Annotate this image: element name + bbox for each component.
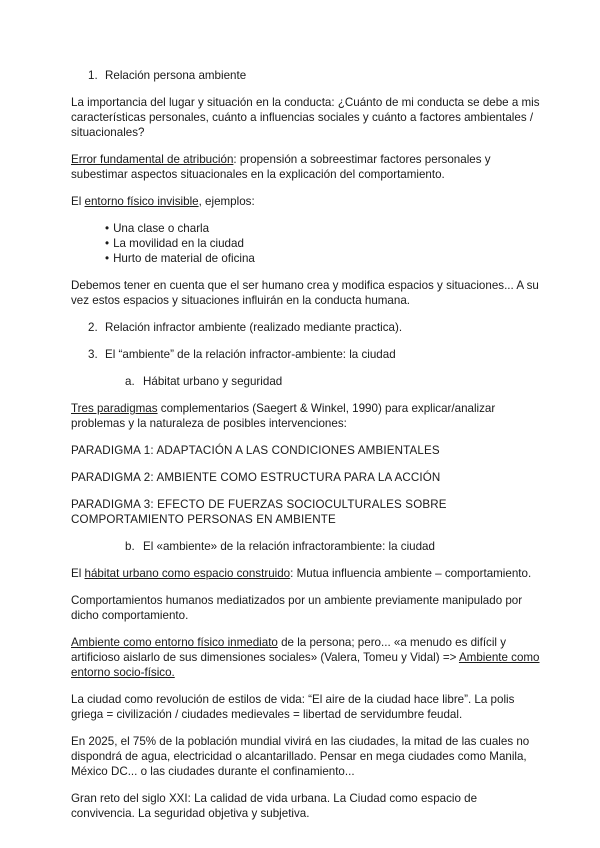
paragraph-invisible-environment xyxy=(71,194,540,209)
list-item: • Una clase o charla xyxy=(105,221,540,236)
subsection-letter: b. xyxy=(125,540,135,553)
list-item: • La movilidad en la ciudad xyxy=(105,236,540,251)
section-number: 1. xyxy=(88,69,98,82)
text-prefix: El xyxy=(71,567,85,580)
subsection-b-heading xyxy=(71,539,540,554)
paragraph-21st-century-challenge: Gran reto del siglo XXI: La calidad de vida urbana. La Ciudad como espacio de convivencia. La seguridad objetiva y subjetiva. xyxy=(71,792,478,820)
list-item: • Hurto de material de oficina xyxy=(105,251,540,266)
paragraph-mediated-behaviour: Comportamientos humanos mediatizados por un ambiente previamente manipulado por dicho comportamiento. xyxy=(71,594,523,622)
subsection-title: El «ambiente» de la relación infractorambiente: la ciudad xyxy=(143,540,435,553)
paragraph-human-spaces: Debemos tener en cuenta que el ser humano crea y modifica espacios y situaciones... A su vez estos espacios y situaciones influirán en la conducta humana. xyxy=(71,279,539,307)
paradigm-1: PARADIGMA 1: ADAPTACIÓN A LAS CONDICIONES AMBIENTALES xyxy=(71,444,440,457)
subsection-a-heading xyxy=(71,374,540,389)
quote-text: de la persona; pero... «a menudo es difícil y artificioso aislarlo de sus dimensiones sociales» (Valera, Tomeu y Vidal) => xyxy=(71,636,507,664)
definition-text: : propensión a sobreestimar factores personales y subestimar aspectos situacionales en la explicación del comportamiento. xyxy=(71,153,491,181)
paragraph-three-paradigms xyxy=(71,401,540,431)
section-number: 3. xyxy=(88,348,98,361)
paragraph-2025-projection: En 2025, el 75% de la población mundial vivirá en las ciudades, la mitad de las cuales no dispondrá de agua, electricidad o alcantarillado. Pensar en mega ciudades como Manila, México DC... o las ciudades durante el confinamiento... xyxy=(71,735,530,778)
examples-list xyxy=(71,221,540,266)
subsection-title: Hábitat urbano y seguridad xyxy=(143,375,283,388)
term-invisible-environment: entorno físico invisible xyxy=(84,195,199,208)
text-prefix: El xyxy=(71,195,85,208)
section-title: El “ambiente” de la relación infractor-ambiente: la ciudad xyxy=(105,348,396,361)
term-attribution-error: Error fundamental de atribución xyxy=(71,153,234,166)
paragraph-importance: La importancia del lugar y situación en la conducta: ¿Cuánto de mi conducta se debe a mis características personales, cuánto a influencias sociales y cuánto a factores ambientales / situacionales? xyxy=(71,96,540,139)
term-socio-physical-environment: Ambiente como entorno socio-físico. xyxy=(71,651,540,679)
paragraph-urban-habitat xyxy=(71,566,540,581)
paragraph-physical-environment xyxy=(71,635,540,680)
text-suffix: , ejemplos: xyxy=(198,195,255,208)
text-suffix: : Mutua influencia ambiente – comportamiento. xyxy=(290,567,532,580)
section-3-heading xyxy=(71,347,540,362)
paradigms-description: complementarios (Saegert & Winkel, 1990) para explicar/analizar problemas y la naturaleza de posibles intervenciones: xyxy=(71,402,496,430)
section-title: Relación infractor ambiente (realizado mediante practica). xyxy=(105,321,403,334)
paradigm-3: PARADIGMA 3: EFECTO DE FUERZAS SOCIOCULTURALES SOBRE COMPORTAMIENTO PERSONAS EN AMBIENTE xyxy=(71,498,447,526)
section-number: 2. xyxy=(88,321,98,334)
term-immediate-environment: Ambiente como entorno físico inmediato xyxy=(71,636,278,649)
term-three-paradigms: Tres paradigmas xyxy=(71,402,158,415)
section-title: Relación persona ambiente xyxy=(105,69,247,82)
paragraph-city-revolution: La ciudad como revolución de estilos de vida: “El aire de la ciudad hace libre”. La polis griega = civilización / ciudades medievales = libertad de servidumbre feudal. xyxy=(71,693,515,721)
term-urban-habitat: hábitat urbano como espacio construido xyxy=(84,567,291,580)
paradigm-2: PARADIGMA 2: AMBIENTE COMO ESTRUCTURA PARA LA ACCIÓN xyxy=(71,471,441,484)
subsection-letter: a. xyxy=(125,375,135,388)
section-1-heading xyxy=(71,68,540,83)
section-2-heading xyxy=(71,320,540,335)
paragraph-attribution-error xyxy=(71,152,540,182)
